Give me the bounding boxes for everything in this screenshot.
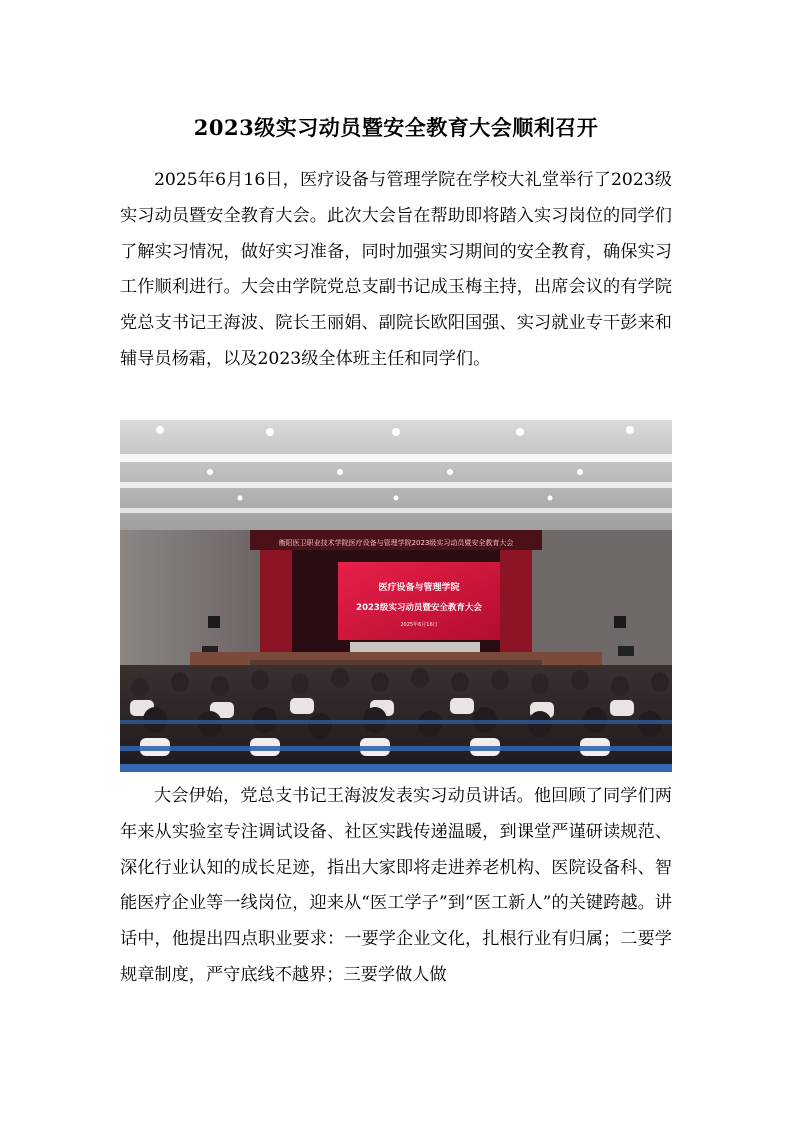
article-title: 2023级实习动员暨安全教育大会顺利召开 [193, 115, 599, 140]
screen-line-1: 医疗设备与管理学院 [378, 583, 460, 593]
article-paragraph-2: 大会伊始，党总支书记王海波发表实习动员讲话。他回顾了同学们两年来从实验室专注调试设备、社区实践传递温暖，到课堂严谨研读规范、深化行业认知的成长足迹，指出大家即将走进养老机构、医院设备科、智能医疗企业等一线岗位，迎来从“医工学子”到“医工新人”的关键跨越。讲话中，他提出四点职业要求：一要学企业文化，扎根行业有归属；二要学规章制度，严守底线不越界；三要学做人做 [120, 786, 672, 985]
stage-banner: 衡阳医卫职业技术学院医疗设备与管理学院2023级实习动员暨安全教育大会 [278, 539, 514, 547]
screen-date: 2025年6月16日 [400, 622, 438, 628]
meeting-photo [120, 420, 672, 772]
screen-line-2: 2023级实习动员暨安全教育大会 [356, 603, 482, 613]
article-paragraph-1: 2025年6月16日，医疗设备与管理学院在学校大礼堂举行了2023级实习动员暨安全教育大会。此次大会旨在帮助即将踏入实习岗位的同学们了解实习情况，做好实习准备，同时加强实习期间的安全教育，确保实习工作顺利进行。大会由学院党总支副书记成玉梅主持，出席会议的有学院党总支书记王海波、院长王丽娟、副院长欧阳国强、实习就业专干彭来和辅导员杨霜，以及2023级全体班主任和同学们。 [120, 170, 672, 369]
